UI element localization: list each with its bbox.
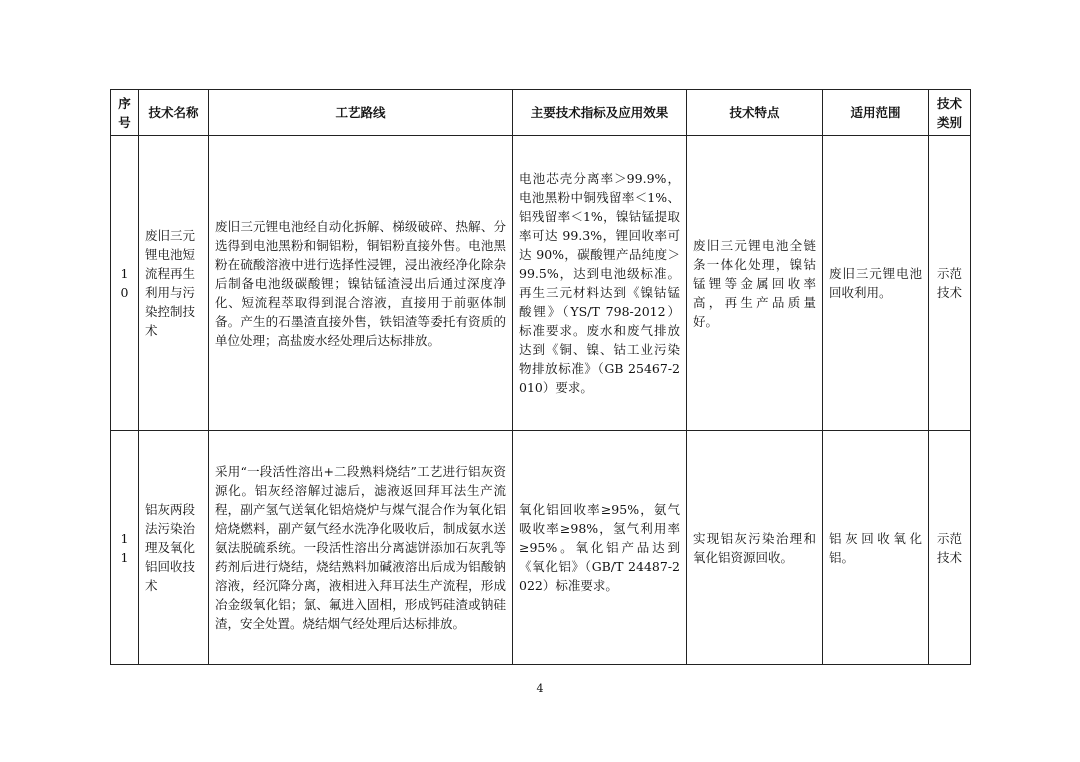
cell-features: 废旧三元锂电池全链条一体化处理，镍钴锰锂等金属回收率高，再生产品质量好。 <box>687 136 823 431</box>
cell-no: 11 <box>111 431 139 665</box>
cell-scope: 废旧三元锂电池回收利用。 <box>823 136 929 431</box>
cell-category: 示范技术 <box>929 136 971 431</box>
header-scope: 适用范围 <box>823 90 929 136</box>
header-category: 技术类别 <box>929 90 971 136</box>
cell-no: 10 <box>111 136 139 431</box>
cell-route: 采用“一段活性溶出+二段熟料烧结”工艺进行铝灰资源化。铝灰经溶解过滤后，滤液返回拜耳法生产流程，副产氢气送氧化铝焙烧炉与煤气混合作为氧化铝焙烧燃料，副产氨气经水洗净化吸收后，制成氨水送氨法脱硫系统。一段活性溶出分离滤饼添加石灰乳等药剂后进行烧结，烧结熟料加碱液溶出后成为铝酸钠溶液，经沉降分离，液相进入拜耳法生产流程，形成冶金级氧化铝；氯、氟进入固相，形成钙硅渣或钠硅渣，安全处置。烧结烟气经处理后达标排放。 <box>209 431 513 665</box>
technology-table <box>110 89 971 665</box>
page-number: 4 <box>536 682 544 695</box>
cell-features: 实现铝灰污染治理和氧化铝资源回收。 <box>687 431 823 665</box>
cell-category: 示范技术 <box>929 431 971 665</box>
header-features: 技术特点 <box>687 90 823 136</box>
header-name: 技术名称 <box>139 90 209 136</box>
table-header-row <box>111 90 971 136</box>
cell-scope: 铝灰回收氧化铝。 <box>823 431 929 665</box>
header-no: 序号 <box>111 90 139 136</box>
header-route: 工艺路线 <box>209 90 513 136</box>
cell-indicators: 氧化铝回收率≥95%，氨气吸收率≥98%，氢气利用率≥95%。氧化铝产品达到《氧化铝》（GB/T 24487-2022）标准要求。 <box>513 431 687 665</box>
header-indicators: 主要技术指标及应用效果 <box>513 90 687 136</box>
table-row <box>111 431 971 665</box>
cell-indicators: 电池芯壳分离率＞99.9%，电池黑粉中铜残留率＜1%、铝残留率＜1%，镍钴锰提取率可达 99.3%，锂回收率可达 90%，碳酸锂产品纯度＞99.5%，达到电池级标准。再生三元材料达到《镍钴锰酸锂》（YS/T 798-2012）标准要求。废水和废气排放达到《铜、镍、钴工业污染物排放标准》（GB 25467-2010）要求。 <box>513 136 687 431</box>
cell-route: 废旧三元锂电池经自动化拆解、梯级破碎、热解、分选得到电池黑粉和铜铝粉，铜铝粉直接外售。电池黑粉在硫酸溶液中进行选择性浸锂，浸出液经净化除杂后制备电池级碳酸锂；镍钴锰渣浸出后通过深度净化、短流程萃取得到混合溶液，直接用于前驱体制备。产生的石墨渣直接外售，铁铝渣等委托有资质的单位处理；高盐废水经处理后达标排放。 <box>209 136 513 431</box>
cell-name: 铝灰两段法污染治理及氧化铝回收技术 <box>139 431 209 665</box>
cell-name: 废旧三元锂电池短流程再生利用与污染控制技术 <box>139 136 209 431</box>
table-row <box>111 136 971 431</box>
